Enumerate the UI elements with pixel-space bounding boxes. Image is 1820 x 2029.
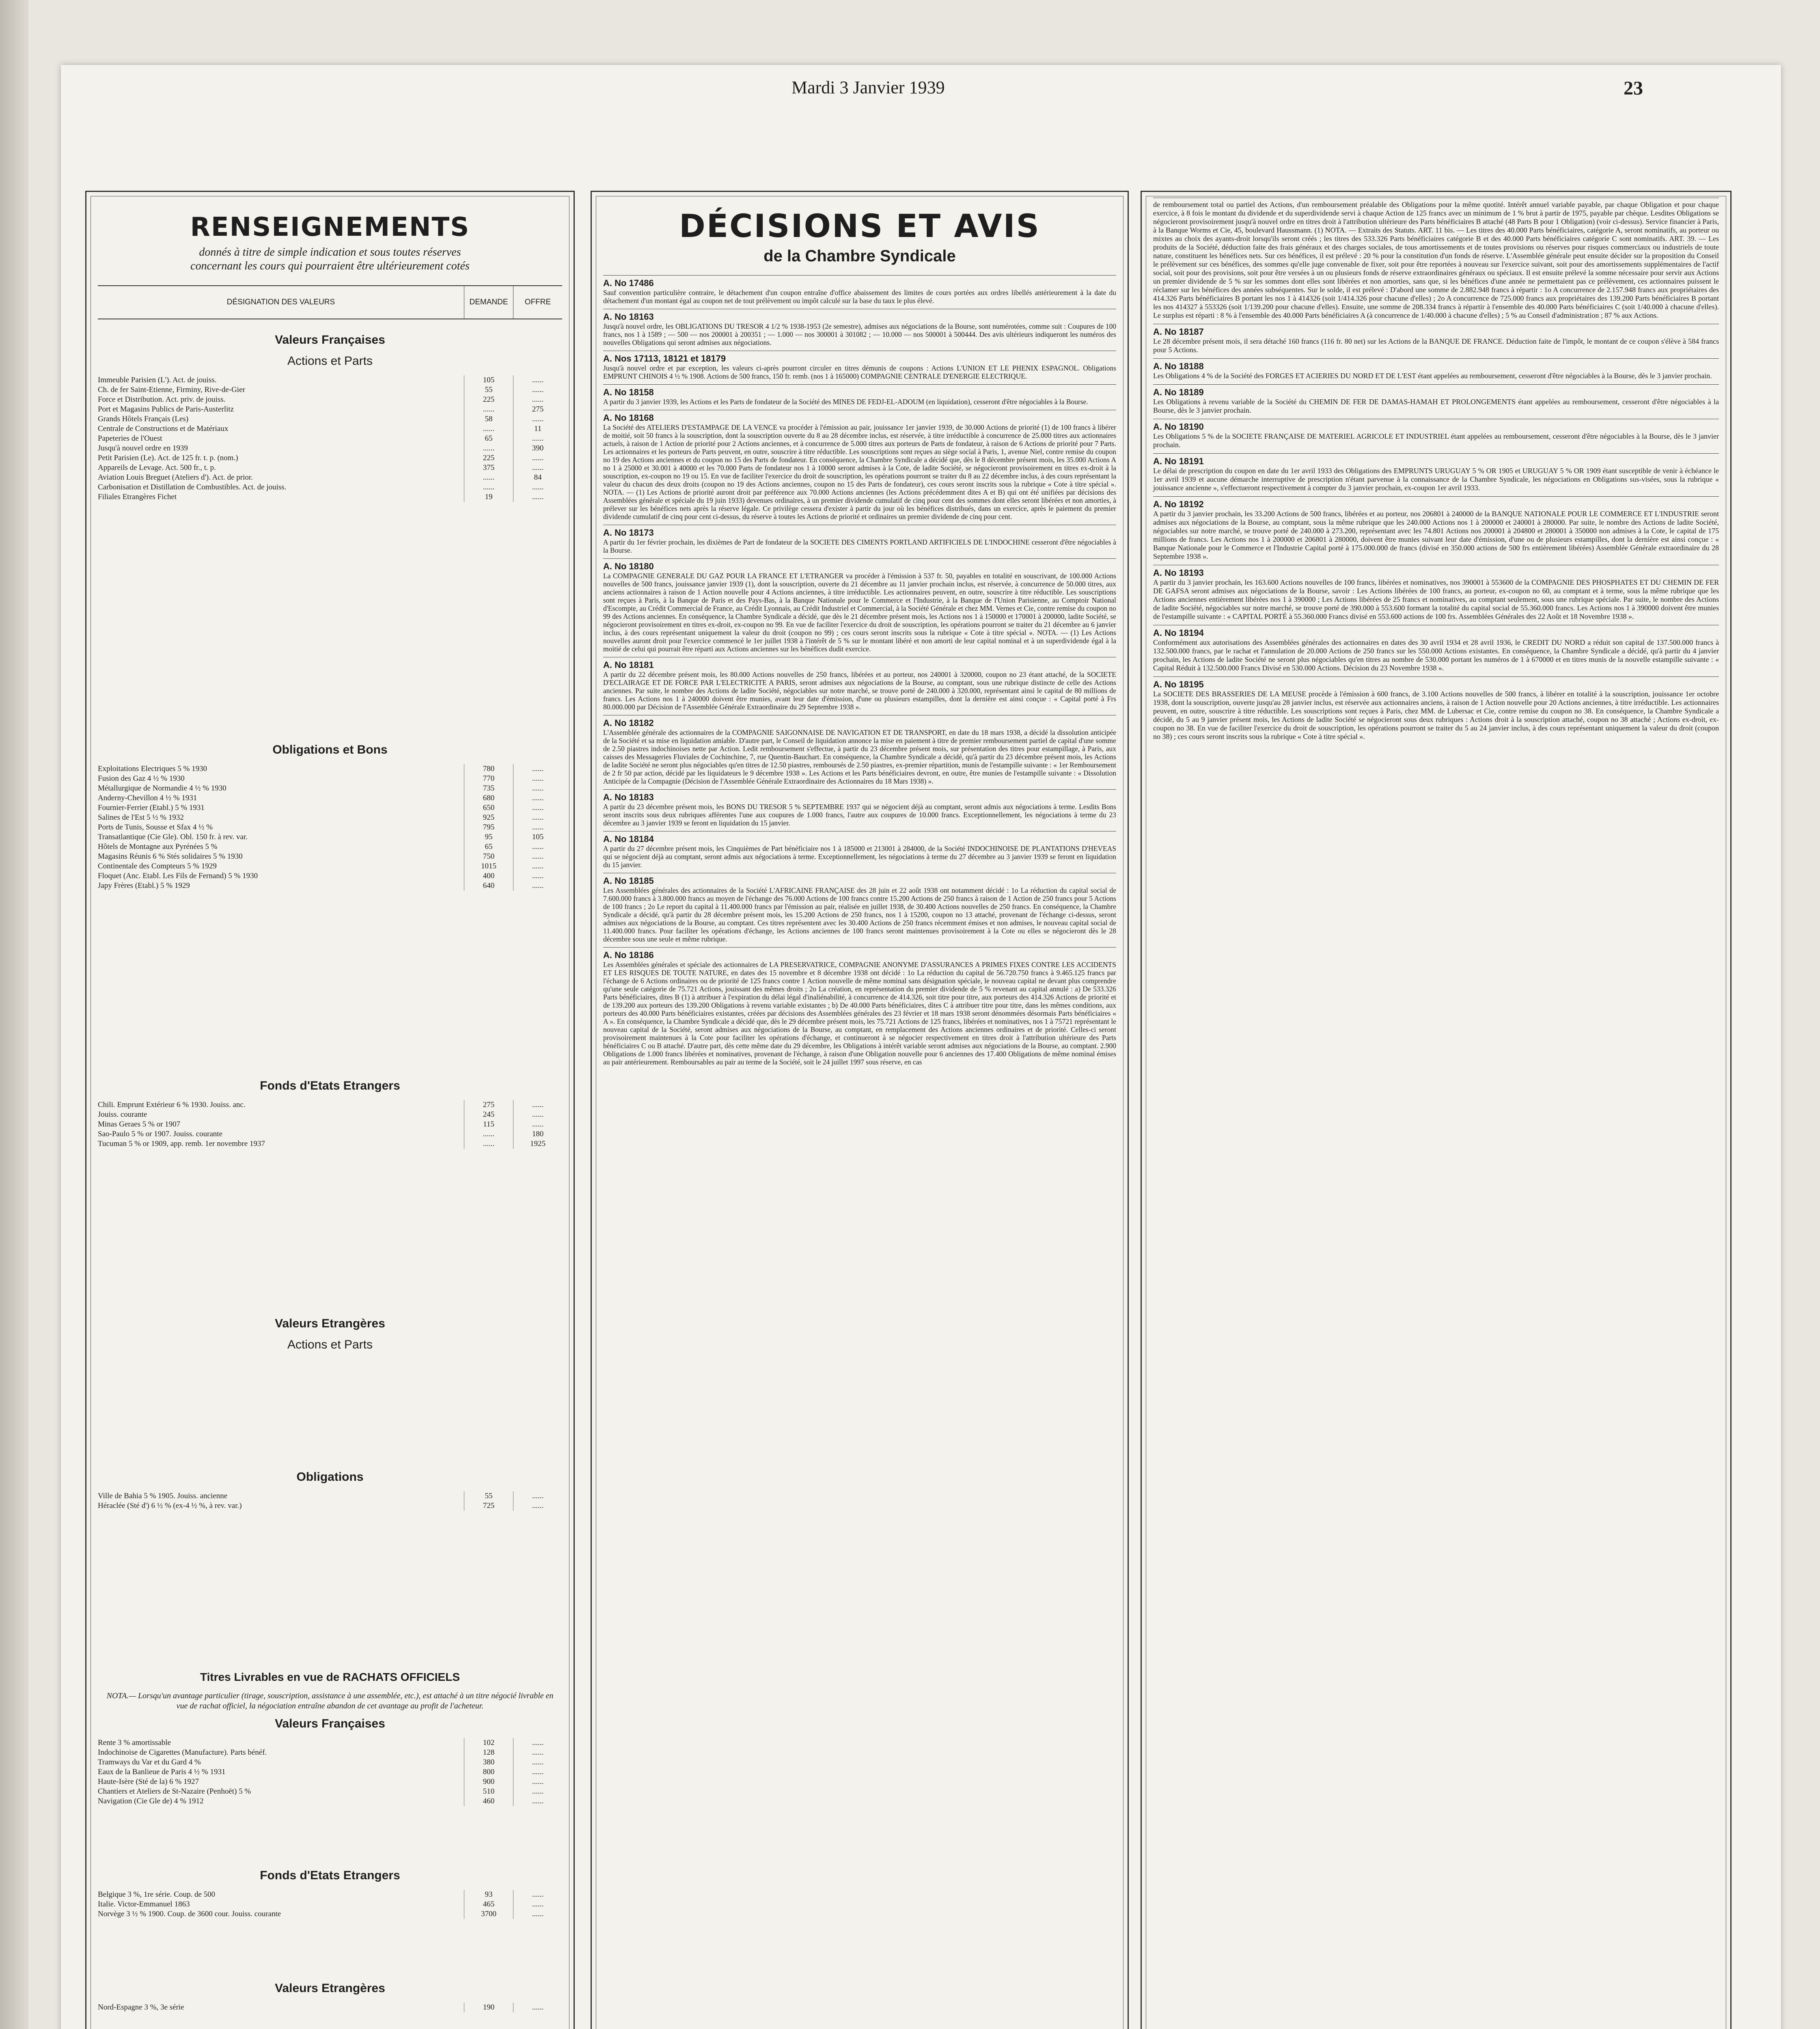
notice-text: A partir du 1er février prochain, les dixièmes de Part de fondateur de la SOCIETE DES CIMENTS PORTLAND ARTIFICIELS DE L'INDOCHINE cesseront d'être négociables à la Bourse.	[603, 538, 1116, 554]
notice	[603, 789, 1116, 827]
security-name: Transatlantique (Cie Gle). Obl. 150 fr. à rev. var.	[98, 833, 248, 841]
notice-number: A. No 18168	[603, 413, 654, 423]
offer-value: 275	[513, 405, 562, 414]
security-name: Eaux de la Banlieue de Paris 4 ½ % 1931	[98, 1768, 226, 1776]
decisions-continued-column	[1141, 191, 1732, 2029]
bid-value: 55	[464, 1491, 513, 1501]
notice-text: L'Assemblée générale des actionnaires de la COMPAGNIE SAIGONNAISE DE NAVIGATION ET DE TRANSPORT, en date du 18 mars 1938, a décidé la dissolution anticipée de la Société et sa mise en liquidation amiable. D'autre part, le Conseil de liquidation annonce la mise en paiement à titre de premier remboursement partiel de capital d'une somme de 2.50 piastres indochinoises nette par Action. Ledit remboursement s'effectue, à partir du 23 décembre présent mois, sur présentation des titres pour estampillage, à Paris, aux caisses des Messageries Fluviales de Cochinchine, 7, rue Quentin-Bauchart. En conséquence, la Chambre Syndicale a décidé, qu'à partir du 23 décembre présent mois, les Actions de ladite Société ne seront plus négociables qu'en titres de 12.50 piastres, remboursés de 2.50 piastres, ex-premier répartition, munis de l'estampille suivante : « 1er Remboursement de 2 fr 50 par action, décidé par les liquidateurs le 9 décembre 1938 ». Les Actions et les Parts bénéficiaires devront, en outre, être munies de l'estampille suivante : « Dissolution Anticipée de la Compagnie (Décision de l'Assemblée Générale Extraordinaire des Actionnaires du 18 Mars 1938) ».	[603, 728, 1116, 785]
notice	[603, 657, 1116, 711]
notice	[1153, 324, 1719, 354]
security-name: Hôtels de Montagne aux Pyrénées 5 %	[98, 842, 218, 851]
notice	[1153, 358, 1719, 380]
notice-number: A. No 18158	[603, 387, 654, 397]
table-row	[98, 482, 562, 492]
table-body	[98, 375, 562, 502]
table-row	[98, 862, 562, 871]
table-row	[98, 434, 562, 444]
col-offre: OFFRE	[513, 286, 562, 319]
bid-value: 465	[464, 1900, 513, 1909]
offer-value: ......	[513, 1900, 562, 1909]
bid-value: 400	[464, 871, 513, 881]
security-name: Immeuble Parisien (L'). Act. de jouiss.	[98, 376, 217, 384]
bid-value: 65	[464, 434, 513, 444]
notice-number: A. No 18194	[1153, 628, 1204, 638]
bid-value: ......	[464, 473, 513, 482]
notice-text: Le délai de prescription du coupon en date du 1er avril 1933 des Obligations des EMPRUNTS URUGUAY 5 % OR 1905 et URUGUAY 5 % OR 1909 étant susceptible de venir à échéance le 1er avril 1939 et aucune démarche interruptive de prescription n'étant parvenue à la connaissance de la Chambre Syndicale, les négociations en Obligations sus-visées, sous la rubrique « jouissance ancienne », s'effectueront respectivement à compter du 3 janvier prochain, ex-coupon 1er avril 1933.	[1153, 467, 1719, 492]
notice	[1153, 676, 1719, 741]
table-row	[98, 1796, 562, 1806]
table-row	[98, 793, 562, 803]
offer-value: ......	[513, 1120, 562, 1129]
table-row	[98, 1890, 562, 1900]
offer-value: ......	[513, 852, 562, 862]
offer-value: ......	[513, 1796, 562, 1806]
bid-value: 275	[464, 1100, 513, 1110]
offer-value: ......	[513, 1110, 562, 1120]
offer-value: ......	[513, 463, 562, 473]
table-row	[98, 1491, 562, 1501]
table-row	[98, 774, 562, 784]
offer-value: ......	[513, 1767, 562, 1777]
table-row	[98, 823, 562, 832]
security-name: Carbonisation et Distillation de Combustibles. Act. de jouiss.	[98, 483, 287, 491]
bid-value: 795	[464, 823, 513, 832]
table-row	[98, 444, 562, 453]
notice	[1153, 198, 1719, 320]
bid-value: ......	[464, 1129, 513, 1139]
bid-value: 780	[464, 764, 513, 774]
notice-text: La COMPAGNIE GENERALE DU GAZ POUR LA FRANCE ET L'ETRANGER va procéder à l'émission à 537 fr. 50, payables en totalité en souscrivant, de 100.000 Actions nouvelles de 500 francs, jouissance janvier 1939 (1), dont la souscription, ouverte du 21 décembre au 11 janvier prochain inclus, est réservée, à concurrence de 50.000 titres, aux anciens actionnaires à raison de 1 Action nouvelle pour 4 Actions anciennes, à titre irréductible. Les actionnaires peuvent, en outre, souscrire à titre réductible. Les souscriptions sont reçues à Paris, à la Banque de Paris et des Pays-Bas, à la Banque Nationale pour le Commerce et l'Industrie, à la Banque de l'Union Parisienne, au Comptoir National d'Escompte, au Crédit Commercial de France, au Crédit Lyonnais, au Crédit Industriel et Commercial, à la Société Générale et chez MM. Vernes et Cie, contre remise du coupon no 99 des Actions anciennes. En conséquence, la Chambre Syndicale a décidé, que dès le 21 décembre présent mois, les Actions nos 1 à 150000 et 170001 à 200000, ladite Société, se négocieront provisoirement en titres ex-droit, ex-coupon no 99. En vue de faciliter l'exercice du droit de souscription, les opérations pourront se traiter du 21 décembre au 6 janvier inclus, à des cours représentant uniquement la valeur du droit (coupon no 99) ; ces cours seront inscrits sous la rubrique « Cote à titre spécial ». NOTA. — (1) Les Actions nouvelles auront droit pour l'exercice commencé le 1er juillet 1938 à l'intérêt de 5 % sur le montant libéré et non amorti de leur capital nominal et à un superdividende égal à la moitié de celui qui pourrait être réparti aux Actions anciennes sur les bénéfices dudit exercice.	[603, 572, 1116, 653]
notice-number: A. No 18193	[1153, 568, 1204, 578]
bid-value: 750	[464, 852, 513, 862]
notice-text: Les Assemblées générales des actionnaires de la Société L'AFRICAINE FRANÇAISE des 28 juin et 22 août 1938 ont notamment décidé : 1o La réduction du capital social de 7.600.000 francs à 3.800.000 francs au moyen de l'échange des 76.000 Actions de 100 francs contre 15.200 Actions de 250 francs à raison de 1 Action de 250 francs pour 5 Actions de 100 francs ; 2o Le report du capital à 11.400.000 francs par l'émission au pair, réalisée en juillet 1938, de 30.400 Actions nouvelles de 250 francs. En conséquence, la Chambre Syndicale a décidé, qu'à partir du 28 décembre présent mois, les 15.200 Actions de 250 francs, nos 1 à 15200, coupon no 13 attaché, provenant de l'échange ci-dessus, seront admises aux négociations de la Bourse, au comptant. Ces titres représentent avec les 30.400 Actions de 250 francs récemment émises et non admises, le nouveau capital social de 11.400.000 francs. Pour faciliter les opérations d'échange, les Actions anciennes de 100 francs seront maintenues provisoirement à la Cote ou elles se négocieront dès le 28 décembre sous une seule et même rubrique.	[603, 886, 1116, 943]
table-row	[98, 1900, 562, 1909]
security-name: Haute-Isère (Sté de la) 6 % 1927	[98, 1777, 199, 1786]
table-row	[98, 395, 562, 405]
notice-number: A. No 18189	[1153, 387, 1204, 397]
notice	[603, 947, 1116, 1066]
bid-value: 93	[464, 1890, 513, 1900]
security-name: Magasins Réunis 6 % Stés solidaires 5 % 1930	[98, 852, 243, 861]
offer-value: ......	[513, 764, 562, 774]
notice-number: A. No 18182	[603, 718, 654, 728]
renseignements-subtitle-1: donnés à titre de simple indication et sous toutes réserves	[199, 246, 461, 258]
notice-text: Les Obligations 5 % de la SOCIETE FRANÇAISE DE MATERIEL AGRICOLE ET INDUSTRIEL étant appelées au remboursement, cesseront d'être négociables à la Bourse, dès le 3 janvier prochain.	[1153, 432, 1719, 449]
bid-value: 1015	[464, 862, 513, 871]
notice-number: A. No 18181	[603, 660, 654, 670]
bid-value: 900	[464, 1777, 513, 1787]
security-name: Navigation (Cie Gle de) 4 % 1912	[98, 1797, 204, 1805]
notice-number: A. No 18188	[1153, 361, 1204, 371]
notice	[603, 525, 1116, 554]
notice	[1153, 419, 1719, 449]
bid-value: 510	[464, 1787, 513, 1796]
renseignements-title: RENSEIGNEMENTS	[190, 212, 470, 242]
security-name: Anderny-Chevillon 4 ½ % 1931	[98, 794, 197, 802]
col-demande: DEMANDE	[464, 286, 513, 319]
offer-value: ......	[513, 871, 562, 881]
notice	[603, 873, 1116, 943]
security-name: Appareils de Levage. Act. 500 fr., t. p.	[98, 463, 216, 472]
bid-value: 245	[464, 1110, 513, 1120]
notice-text: Les Assemblées générales et spéciale des actionnaires de LA PRESERVATRICE, COMPAGNIE ANONYME D'ASSURANCES A PRIMES FIXES CONTRE LES ACCIDENTS ET LES RISQUES DE TOUTE NATURE, en dates des 15 novembre et 8 décembre 1938 ont décidé : 1o La réduction du capital de 56.720.750 francs à 9.465.125 francs par l'échange de 6 Actions ordinaires ou de priorité de 125 francs contre 1 Action nouvelle de même nominal sans désignation spéciale, le nouveau capital ne devant plus comprendre qu'une seule catégorie de 75.721 Actions, jouissant des mêmes droits ; 2o La création, en représentation du premier dividende de 5 % revenant au capital annulé : a) De 533.326 Parts bénéficiaires, dites B (1) à attribuer à l'expiration du délai légal d'inaliénabilité, à concurrence de 414.326, soit titre pour titre, aux porteurs des 414.326 Actions de priorité et de 139.200 aux porteurs des 139.200 Obligations à revenu variable existantes ; b) De 40.000 Parts bénéficiaires, dites C à attribuer titre pour titre, dans les mêmes conditions, aux porteurs des 40.000 Parts bénéficiaires existantes, créées par décisions des Assemblées générales des 23 février et 18 mars 1938 seront dénommées désormais Parts bénéficiaires « A ». En conséquence, la Chambre Syndicale a décidé que, dès le 29 décembre présent mois, les 75.721 Actions de 125 francs, libérées et nominatives, nos 1 à 75721 représentant le nouveau capital de la Société, seront admises aux négociations de la Bourse, au comptant, en remplacement des Actions anciennes ordinaires et de priorité. Celles-ci seront provisoirement maintenues à la Cote pour faciliter les opérations d'échange, et continueront à se négocier respectivement en titres droit à l'attribution ultérieure des Parts bénéficiaires C ou B attaché. D'autre part, dès cette même date du 29 décembre, les Obligations à intérêt variable seront admises aux négociations de la Bourse, au comptant. 2.900 Obligations de 1.000 francs libérées et nominatives, provenant de l'échange, à raison d'une Obligation nouvelle pour 6 anciennes des 17.400 Obligations de même nominal émises au pair antérieurement. Remboursables au pair au terme de la Société, soit le 24 juillet 1997 sous réserve, en cas	[603, 961, 1116, 1066]
table-row	[98, 881, 562, 891]
offer-value: ......	[513, 881, 562, 891]
renseignements-column	[85, 191, 575, 2029]
notice-list	[603, 275, 1116, 1066]
offer-value: ......	[513, 803, 562, 813]
table-body	[98, 2003, 562, 2012]
issue-date: Mardi 3 Janvier 1939	[791, 78, 945, 97]
security-name: Centrale de Constructions et de Matériaux	[98, 424, 229, 433]
notice-number: A. Nos 17113, 18121 et 18179	[603, 353, 726, 364]
notice-text: A partir du 23 décembre présent mois, les BONS DU TRESOR 5 % SEPTEMBRE 1937 qui se négocient déjà au comptant, seront admis aux négociations à terme. Lesdits Bons seront inscrits sous deux rubriques afférentes l'une aux coupures de 1.000 francs, l'autre aux coupures de 10.000 francs. Exceptionnellement, les négociations à terme du 23 décembre au 3 janvier 1939 se feront en liquidation du 15 janvier.	[603, 803, 1116, 827]
renseignements-subtitle-2: concernant les cours qui pourraient être ultérieurement cotés	[190, 260, 470, 272]
offer-value: 105	[513, 832, 562, 842]
table-row	[98, 1909, 562, 1919]
offer-value: 1925	[513, 1139, 562, 1149]
notice-text: A partir du 22 décembre présent mois, les 80.000 Actions nouvelles de 250 francs, libérées et au porteur, nos 240001 à 320000, coupon no 23 étant attaché, de la SOCIETE D'ECLAIRAGE ET DE FORCE PAR L'ELECTRICITE A PARIS, seront admises aux négociations de la Bourse, au comptant, sous une rubrique distincte de celle des Actions anciennes. Par suite, le nombre des Actions de ladite Société, négociables sur notre marché, se trouve porté de 240.000 à 320.000, représentant ainsi le capital de 80 millions de francs. Les Actions nos 1 à 240000 doivent être munies, avant leur date d'émission, d'une ou plusieurs estampilles, dont la dernière est ainsi conçue : « Capital porté à Frs 80.000.000 par Décision de l'Assemblée Générale Extraordinaire du 29 Septembre 1938 ».	[603, 670, 1116, 711]
table-row	[98, 405, 562, 414]
notice-text: Jusqu'à nouvel ordre et par exception, les valeurs ci-après pourront circuler en titres démunis de coupons : Actions L'UNION ET LE PHENIX ESPAGNOL. Obligations EMPRUNT CHINOIS 4 ½ % 1908. Actions de 500 francs, 150 fr. remb. (nos 1 à 165000) COMPAGNIE CENTRALE D'ENERGIE ELECTRIQUE.	[603, 364, 1116, 380]
page-number: 23	[1624, 78, 1643, 99]
security-name: Italie. Victor-Emmanuel 1863	[98, 1900, 190, 1908]
notice-text: Les Obligations à revenu variable de la Société du CHEMIN DE FER DE DAMAS-HAMAH ET PROLONGEMENTS étant appelées au remboursement, cesseront d'être négociables à la Bourse, dès le 3 janvier prochain.	[1153, 398, 1719, 414]
bid-value: 800	[464, 1767, 513, 1777]
offer-value: ......	[513, 434, 562, 444]
bid-value: ......	[464, 482, 513, 492]
bid-value: 770	[464, 774, 513, 784]
security-name: Petit Parisien (Le). Act. de 125 fr. t. p. (nom.)	[98, 454, 238, 462]
security-name: Ville de Bahia 5 % 1905. Jouiss. ancienne	[98, 1492, 228, 1500]
table-row	[98, 2003, 562, 2012]
table-row	[98, 1738, 562, 1748]
offer-value: ......	[513, 862, 562, 871]
offer-value: ......	[513, 375, 562, 385]
security-name: Port et Magasins Publics de Paris-Austerlitz	[98, 405, 234, 414]
security-name: Grands Hôtels Français (Les)	[98, 415, 189, 423]
table-row	[98, 1501, 562, 1511]
notice-text: Jusqu'à nouvel ordre, les OBLIGATIONS DU TRESOR 4 1/2 % 1938-1953 (2e semestre), admises aux négociations de la Bourse, sont numérotées, comme suit : Coupures de 100 francs, nos 1 à 1589 ; — 500 — nos 200001 à 200351 ; — 1.000 — nos 300001 à 301082 ; — 10.000 — nos 500001 à 500444. Des avis ultérieurs indiqueront les numéros des nouvelles Obligations qui seront admises aux négociations.	[603, 322, 1116, 347]
offer-value: ......	[513, 1787, 562, 1796]
bid-value: ......	[464, 424, 513, 434]
table-row	[98, 385, 562, 395]
bid-value: 460	[464, 1796, 513, 1806]
table-body	[98, 1738, 562, 1806]
offer-value: ......	[513, 1501, 562, 1511]
offer-value: ......	[513, 842, 562, 852]
section-title: Obligations	[296, 1470, 364, 1484]
table-row	[98, 784, 562, 793]
table-row	[98, 1767, 562, 1777]
security-name: Chantiers et Ateliers de St-Nazaire (Penhoët) 5 %	[98, 1787, 251, 1796]
offer-value: ......	[513, 453, 562, 463]
table-row	[98, 414, 562, 424]
notice-text: de remboursement total ou partiel des Actions, d'un remboursement préalable des Obligations pour la même quotité. Intérêt annuel variable payable, par chaque Obligation et pour chaque exercice, à 8 fois le montant du dividende et du superdividende servi à chaque Action de 125 francs avec un minimum de 1 % brut à partir de 1975, payable par chèque. Lesdites Obligations se négocieront provisoirement jusqu'à nouvel ordre en titres droit à l'attribution ultérieure des Parts bénéficiaires B attaché (48 Parts B pour 1 Obligation) (voir ci-dessus). Service financier à Paris, à la Banque Worms et Cie, 45, boulevard Haussmann. (1) NOTA. — Extraits des Statuts. ART. 11 bis. — Les titres des 40.000 Parts bénéficiaires, catégorie A, seront nominatifs, au porteur ou mixtes au choix des ayants-droit lorsqu'ils seront créés ; les titres des 533.326 Parts bénéficiaires catégorie B et des 40.000 Parts bénéficiaires catégorie C sont nominatifs. ART. 39. — Les produits de la Société, déduction faite des frais généraux et des charges sociales, de tous amortissements et de toutes provisions ou réserves pour risques commerciaux ou industriels de toute nature, constituent les bénéfices nets. Sur ces bénéfices, il est prélevé : 20 % pour la constitution d'un fonds de réserve. L'Assemblée générale peut ensuite décider sur la proposition du Conseil le prélèvement sur ces bénéfices, des sommes qu'elle juge convenable de fixer, soit pour être reportées à nouveau sur l'exercice suivant, soit pour des amortissements supplémentaires de l'actif social, soit pour des provisions, soit pour être versées à un ou plusieurs fonds de réserve extraordinaires généraux ou spéciaux. Il est ensuite prélevé la somme nécessaire pour servir aux Actions un premier dividende de 5 % sur les sommes dont elles sont libérées et non amorties, sans que, si les bénéfices d'une année ne permettaient pas ce prélèvement, ces actionnaires puissent le réclamer sur les bénéfices des années subséquentes. Sur le solde, il est prélevé : D'abord une somme de 2.882.948 francs à répartir : 1o A concurrence de 2.157.948 francs aux propriétaires des 414.326 Parts bénéficiaires B portant les nos 1 à 414326 (soit 1/414.326 pour chacune d'elles) ; 2o A concurrence de 725.000 francs aux propriétaires des 139.200 Parts bénéficiaires B portant les nos 414327 à 553326 (soit 1/139.200 pour chacune d'elles). Ensuite, une somme de 208.334 francs à répartir à l'ensemble des 40.000 Parts bénéficiaires C (soit 1/40.000 à chacune d'elles). Le surplus est réparti : 8 % à l'ensemble des 40.000 Parts bénéficiaires A (à concurrence de 1/40.000 à chacune d'elles) ; 5 % au Conseil d'administration ; 87 % aux Actions.	[1153, 200, 1719, 319]
offer-value: ......	[513, 1100, 562, 1110]
security-name: Minas Geraes 5 % or 1907	[98, 1120, 181, 1129]
security-name: Japy Frères (Etabl.) 5 % 1929	[98, 881, 190, 890]
notice-text: Conformément aux autorisations des Assemblées générales des actionnaires en dates des 30 avril 1934 et 28 avril 1936, le CREDIT DU NORD a réduit son capital de 137.500.000 francs à 132.500.000 francs, par le rachat et l'annulation de 20.000 Actions de 250 francs sur les 550.000 Actions existantes. En conséquence, la Chambre Syndicale a décidé, qu'à partir du 4 janvier prochain, les Actions de ladite Société ne seront plus négociables qu'en titres au nombre de 530.000 portant les numéros de 1 à 670000 et en titres munis de la nouvelle estampille suivante : « Capital Réduit à 132.500.000 Francs Divisé en 530.000 Actions. Décision du 23 Novembre 1938 ».	[1153, 638, 1719, 672]
table-row	[98, 842, 562, 852]
security-name: Rente 3 % amortissable	[98, 1738, 171, 1747]
bid-value: ......	[464, 444, 513, 453]
notice	[603, 384, 1116, 406]
table-body	[98, 1491, 562, 1511]
section-title: Obligations et Bons	[272, 743, 388, 756]
notice-number: A. No 18187	[1153, 327, 1204, 337]
notice	[1153, 565, 1719, 621]
section-title: Valeurs Etrangères	[275, 1982, 385, 1995]
bid-value: 380	[464, 1758, 513, 1767]
offer-value: ......	[513, 1777, 562, 1787]
offer-value: 180	[513, 1129, 562, 1139]
security-name: Fournier-Ferrier (Etabl.) 5 % 1931	[98, 803, 205, 812]
notice-number: A. No 18195	[1153, 679, 1204, 689]
offer-value: ......	[513, 774, 562, 784]
bid-value: 375	[464, 463, 513, 473]
notice-text: Sauf convention particulière contraire, le détachement d'un coupon entraîne d'office abaissement des limites de cours portées aux ordres libellés antérieurement à la date du détachement d'un montant égal au coupon net de tout prélèvement ou impôt calculé sur la base du taux le plus élevé.	[603, 289, 1116, 305]
security-name: Floquet (Anc. Etabl. Les Fils de Fernand) 5 % 1930	[98, 872, 258, 880]
bid-value: ......	[464, 405, 513, 414]
table-body	[98, 1100, 562, 1149]
table-row	[98, 424, 562, 434]
table-row	[98, 764, 562, 774]
offer-value: ......	[513, 492, 562, 502]
table-header	[98, 285, 562, 319]
notice-text: A partir du 3 janvier prochain, les 33.200 Actions de 500 francs, libérées et au porteur, nos 206801 à 240000 de la BANQUE NATIONALE POUR LE COMMERCE ET L'INDUSTRIE seront admises aux négociations de la Bourse, au comptant, sous la même rubrique que les 240.000 Actions nos 1 à 200000 et 240001 à 280000. Par suite, le nombre des Actions de ladite Société, négociables sur notre marché, se trouve porté de 240.000 à 273.200, représentant avec les 74.801 Actions nos 200001 à 204800 et 280001 à 350000 non admises à la Cote, le capital de 175 millions de francs. Les Actions nos 1 à 200000 et 206801 à 280000, doivent être munies suivant leur date d'émission, d'une ou de plusieurs estampilles, dont la dernière est ainsi conçue : « Banque Nationale pour le Commerce et l'Industrie Capital porté à 175.000.000 de francs (divisé en 350.000 actions de 500 frs entièrement libérées) Assemblée Générale extraordinaire du 28 Septembre 1938 ».	[1153, 510, 1719, 560]
decisions-title: DÉCISIONS ET AVIS	[679, 208, 1040, 245]
security-name: Papeteries de l'Ouest	[98, 434, 162, 443]
security-name: Force et Distribution. Act. priv. de jouiss.	[98, 395, 226, 404]
notice	[603, 410, 1116, 521]
nota-text: NOTA.— Lorsqu'un avantage particulier (tirage, souscription, assistance à une assemblée, etc.), est attaché à un titre négocié livrable en vue de rachat officiel, la négociation entraîne abandon de cet avantage au profit de l'acheteur.	[106, 1691, 554, 1710]
section-subtitle: Actions et Parts	[287, 354, 373, 368]
security-name: Fusion des Gaz 4 ½ % 1930	[98, 774, 185, 783]
table-row	[98, 1777, 562, 1787]
security-name: Norvège 3 ½ % 1900. Coup. de 3600 cour. Jouiss. courante	[98, 1910, 281, 1918]
offer-value: ......	[513, 482, 562, 492]
bid-value: 725	[464, 1501, 513, 1511]
bid-value: 680	[464, 793, 513, 803]
table-row	[98, 1120, 562, 1129]
notice	[1153, 496, 1719, 561]
offer-value: ......	[513, 385, 562, 395]
table-row	[98, 871, 562, 881]
security-name: Ports de Tunis, Sousse et Sfax 4 ½ %	[98, 823, 213, 831]
bid-value: 3700	[464, 1909, 513, 1919]
bid-value: 640	[464, 881, 513, 891]
table-row	[98, 1758, 562, 1767]
offer-value: ......	[513, 784, 562, 793]
offer-value: ......	[513, 1738, 562, 1748]
bid-value: 55	[464, 385, 513, 395]
security-name: Belgique 3 %, 1re série. Coup. de 500	[98, 1890, 216, 1899]
table-row	[98, 1110, 562, 1120]
notice-number: A. No 18192	[1153, 499, 1204, 509]
notice	[603, 309, 1116, 347]
offer-value: ......	[513, 813, 562, 823]
section-title: Valeurs Etrangères	[275, 1317, 385, 1330]
notice-text: A partir du 3 janvier 1939, les Actions et les Parts de fondateur de la Société des MINES DE FEDJ-EL-ADOUM (en liquidation), cesseront d'être négociables à la Bourse.	[603, 398, 1088, 406]
bid-value: 128	[464, 1748, 513, 1758]
security-name: Chili. Emprunt Extérieur 6 % 1930. Jouiss. anc.	[98, 1101, 246, 1109]
notice-number: A. No 18190	[1153, 422, 1204, 432]
notice-number: A. No 18163	[603, 312, 654, 322]
offer-value: ......	[513, 2003, 562, 2012]
section-title: Titres Livrables en vue de RACHATS OFFICIELS	[200, 1671, 460, 1683]
security-name: Aviation Louis Breguet (Ateliers d'). Act. de prior.	[98, 473, 253, 482]
table-row	[98, 803, 562, 813]
table-row	[98, 463, 562, 473]
offer-value: 390	[513, 444, 562, 453]
adjacent-page-edge	[0, 0, 28, 2029]
security-name: Jouiss. courante	[98, 1110, 147, 1119]
notice-number: A. No 18173	[603, 528, 654, 538]
table-row	[98, 1129, 562, 1139]
notice-text: La Société des ATELIERS D'ESTAMPAGE DE LA VENCE va procéder à l'émission au pair, jouissance 1er janvier 1939, de 30.000 Actions de priorité (1) de 100 francs à libérer de moitié, soit 50 francs à la souscription, dont la souscription ouverte du 8 au 28 décembre inclus, est réservée, à titre irréductible à concurrence de 25.000 titres aux actionnaires actuels, à raison de 1 Action de priorité pour 2 Actions anciennes, et à concurrence de 5.000 titres aux porteurs de Parts de fondateur, à raison de 6 Actions de priorité pour 7 Parts. Les actionnaires et les porteurs de Parts peuvent, en outre, souscrire à titre réductible. Les souscriptions sont reçues au siège social à Paris, 1, avenue Niel, contre remise du coupon no 19 des Actions anciennes et du coupon no 15 des Parts de fondateur. En conséquence, la Chambre Syndicale a décidé que, dès le 8 décembre présent mois, les 35.000 Actions A no 1 à 25000 et 30.001 à 40000 et les 70.000 Parts de fondateur nos 1 à 10000 seront admises à la Cote, de ladite Société, se négocieront provisoirement en titres ex-droit à la souscription, ex-coupon no 19 ou 15. En vue de faciliter l'exercice du droit de souscription, les opérations pourront se traiter du 8 au 22 décembre inclus, à des cours représentant la valeur du chacun des deux droits (coupon no 19 des Actions anciennes, coupon no 15 des Parts de fondateur), ces cours seront inscrits sous la rubrique « Cote à titre spécial ». NOTA. — (1) Les Actions de priorité auront droit par préférence aux 70.000 Actions anciennes (les Actions précédemment dites A et B) qui ont été unifiées par décisions des Assemblées générale et spéciale du 19 juin 1933) devenues ordinaires, à un premier dividende cumulatif de cinq pour cent des sommes dont elles seront libérées et non amorties, à prélever sur les bénéfices nets après la réserve légale. Ce privilège cessera d'exister à partir du jour où les bénéfices distribués, dans un exercice, après le paiement du premier dividende cumulatif de cinq pour cent ci-dessus, du réserve à toutes les Actions de priorité et ordinaires un premier dividende de cinq pour cent.	[603, 423, 1116, 521]
bid-value: 225	[464, 453, 513, 463]
table-row	[98, 375, 562, 385]
offer-value: ......	[513, 793, 562, 803]
offer-value: 84	[513, 473, 562, 482]
notice-number: A. No 18191	[1153, 456, 1204, 466]
offer-value: ......	[513, 1491, 562, 1501]
security-name: Tramways du Var et du Gard 4 %	[98, 1758, 201, 1766]
table-row	[98, 1100, 562, 1110]
security-name: Ch. de fer Saint-Etienne, Firminy, Rive-de-Gier	[98, 386, 245, 394]
section-title: Fonds d'Etats Etrangers	[260, 1079, 400, 1092]
notice	[603, 715, 1116, 785]
table-row	[98, 1748, 562, 1758]
decisions-subtitle: de la Chambre Syndicale	[763, 247, 956, 265]
bid-value: 105	[464, 375, 513, 385]
offer-value: ......	[513, 1909, 562, 1919]
bid-value: 190	[464, 2003, 513, 2012]
table-row	[98, 453, 562, 463]
offer-value: ......	[513, 1748, 562, 1758]
notice-number: A. No 18186	[603, 950, 654, 960]
notice	[603, 275, 1116, 305]
section-subtitle: Valeurs Françaises	[275, 1717, 385, 1730]
offer-value: 11	[513, 424, 562, 434]
security-name: Métallurgique de Normandie 4 ½ % 1930	[98, 784, 226, 793]
offer-value: ......	[513, 414, 562, 424]
security-name: Filiales Etrangères Fichet	[98, 493, 177, 501]
security-name: Salines de l'Est 5 ½ % 1932	[98, 813, 184, 822]
section-title: Valeurs Françaises	[275, 333, 385, 347]
section-title: Fonds d'Etats Etrangers	[260, 1869, 400, 1882]
security-name: Exploitations Electriques 5 % 1930	[98, 765, 207, 773]
bid-value: 225	[464, 395, 513, 405]
offer-value: ......	[513, 395, 562, 405]
notice	[603, 558, 1116, 653]
notice-text: A partir du 27 décembre présent mois, les Cinquièmes de Part bénéficiaire nos 1 à 185000 et 213001 à 284000, de la Société INDOCHINOISE DE PLANTATIONS D'HEVEAS qui se négocient déjà au comptant, seront admis aux négociations à terme. Exceptionnellement, les négociations à terme du 27 décembre au 3 janvier 1939 se feront en liquidation du 15 janvier.	[603, 844, 1116, 869]
security-name: Héraclée (Sté d') 6 ½ % (ex-4 ½ %, à rev. var.)	[98, 1501, 242, 1510]
table-row	[98, 473, 562, 482]
bid-value: ......	[464, 1139, 513, 1149]
notice-text: A partir du 3 janvier prochain, les 163.600 Actions nouvelles de 100 francs, libérées et nominatives, nos 390001 à 553600 de la COMPAGNIE DES PHOSPHATES ET DU CHEMIN DE FER DE GAFSA seront admises aux négociations de la Bourse, savoir : Les Actions libérées de 100 francs, au porteur, ex-coupon no 60, au comptant et à terme, sous la même rubrique que les Actions anciennes entièrement libérées nos 1 à 390000 ; Les Actions libérées de 25 francs et nominatives, au comptant seulement, sous une rubrique spéciale. Par suite, le nombre des Actions de ladite Société, négociables sur notre marché, se trouve porté de 390.000 à 553.600 formant la totalité du capital social de 55.360.000 francs. Les Actions nos 1 à 390000 doivent être munies de l'estampille suivante : « CAPITAL PORTÉ à 55.360.000 Francs divisé en 553.600 actions de 100 frs. Assemblées Générales des 22 Août et 18 Novembre 1938 ».	[1153, 578, 1719, 620]
notice	[1153, 625, 1719, 672]
col-designation: DÉSIGNATION DES VALEURS	[226, 298, 335, 306]
notice-number: A. No 18185	[603, 876, 654, 886]
notice	[1153, 453, 1719, 492]
notice-number: A. No 18184	[603, 834, 654, 844]
bid-value: 58	[464, 414, 513, 424]
table-row	[98, 1787, 562, 1796]
security-name: Tucuman 5 % or 1909, app. remb. 1er novembre 1937	[98, 1139, 265, 1148]
bid-value: 115	[464, 1120, 513, 1129]
bid-value: 650	[464, 803, 513, 813]
table-body	[98, 1890, 562, 1919]
bid-value: 65	[464, 842, 513, 852]
notice-number: A. No 18183	[603, 792, 654, 802]
notice-number: A. No 18180	[603, 561, 654, 571]
security-name: Sao-Paulo 5 % or 1907. Jouiss. courante	[98, 1130, 223, 1138]
table-row	[98, 852, 562, 862]
table-row	[98, 832, 562, 842]
security-name: Continentale des Compteurs 5 % 1929	[98, 862, 217, 870]
section-subtitle: Actions et Parts	[287, 1338, 373, 1351]
security-name: Nord-Espagne 3 %, 3e série	[98, 2003, 184, 2012]
table-body	[98, 764, 562, 891]
bid-value: 102	[464, 1738, 513, 1748]
notice-text: La SOCIETE DES BRASSERIES DE LA MEUSE procède à l'émission à 600 francs, de 3.100 Actions nouvelles de 500 francs, à libérer en totalité à la souscription, jouissance 1er octobre 1938, dont la souscription, ouverte jusqu'au 28 janvier inclus, est réservée aux actionnaires anciens, à raison de 1 Action nouvelle pour 20 Actions anciennes, à titre irréductible. Les actionnaires peuvent, en outre, souscrire à titre réductible. Les souscriptions sont reçues à Paris, chez MM. de Lubersac et Cie, contre remise du coupon no 38. En conséquence, la Chambre Syndicale a décidé, du 5 au 9 janvier présent mois, les Actions de ladite Société se négocieront sous deux rubriques : Actions droit à la souscription attaché, coupon no 38 attaché ; Actions ex-droit, ex-coupon no 38. En vue de faciliter l'exercice du droit de souscription, les opérations pourront se traiter du 5 au 24 janvier inclus, à des cours représentant uniquement la valeur du droit (coupon no 38) ; ces cours seront inscrits sous la rubrique « Cote à titre spécial ».	[1153, 690, 1719, 741]
notice	[603, 831, 1116, 869]
bid-value: 95	[464, 832, 513, 842]
table-row	[98, 1139, 562, 1149]
bid-value: 735	[464, 784, 513, 793]
security-name: Indochinoise de Cigarettes (Manufacture). Parts bénéf.	[98, 1748, 267, 1757]
notice	[603, 351, 1116, 380]
bid-value: 925	[464, 813, 513, 823]
table-row	[98, 813, 562, 823]
notice-list	[1153, 198, 1719, 741]
bid-value: 19	[464, 492, 513, 502]
offer-value: ......	[513, 1890, 562, 1900]
offer-value: ......	[513, 1758, 562, 1767]
table-row	[98, 492, 562, 502]
decisions-column	[591, 191, 1129, 2029]
notice-text: Les Obligations 4 % de la Société des FORGES ET ACIERIES DU NORD ET DE L'EST étant appelées au remboursement, cesseront d'être négociables à la Bourse, dès le 3 janvier prochain.	[1153, 372, 1712, 380]
offer-value: ......	[513, 823, 562, 832]
security-name: Jusqu'à nouvel ordre en 1939	[98, 444, 188, 452]
notice-text: Le 28 décembre présent mois, il sera détaché 160 francs (116 fr. 80 net) sur les Actions de la BANQUE DE FRANCE. Déduction faite de l'impôt, le montant de ce coupon s'élève à 584 francs pour 5 Actions.	[1153, 337, 1719, 354]
notice	[1153, 384, 1719, 415]
notice-number: A. No 17486	[603, 278, 654, 288]
